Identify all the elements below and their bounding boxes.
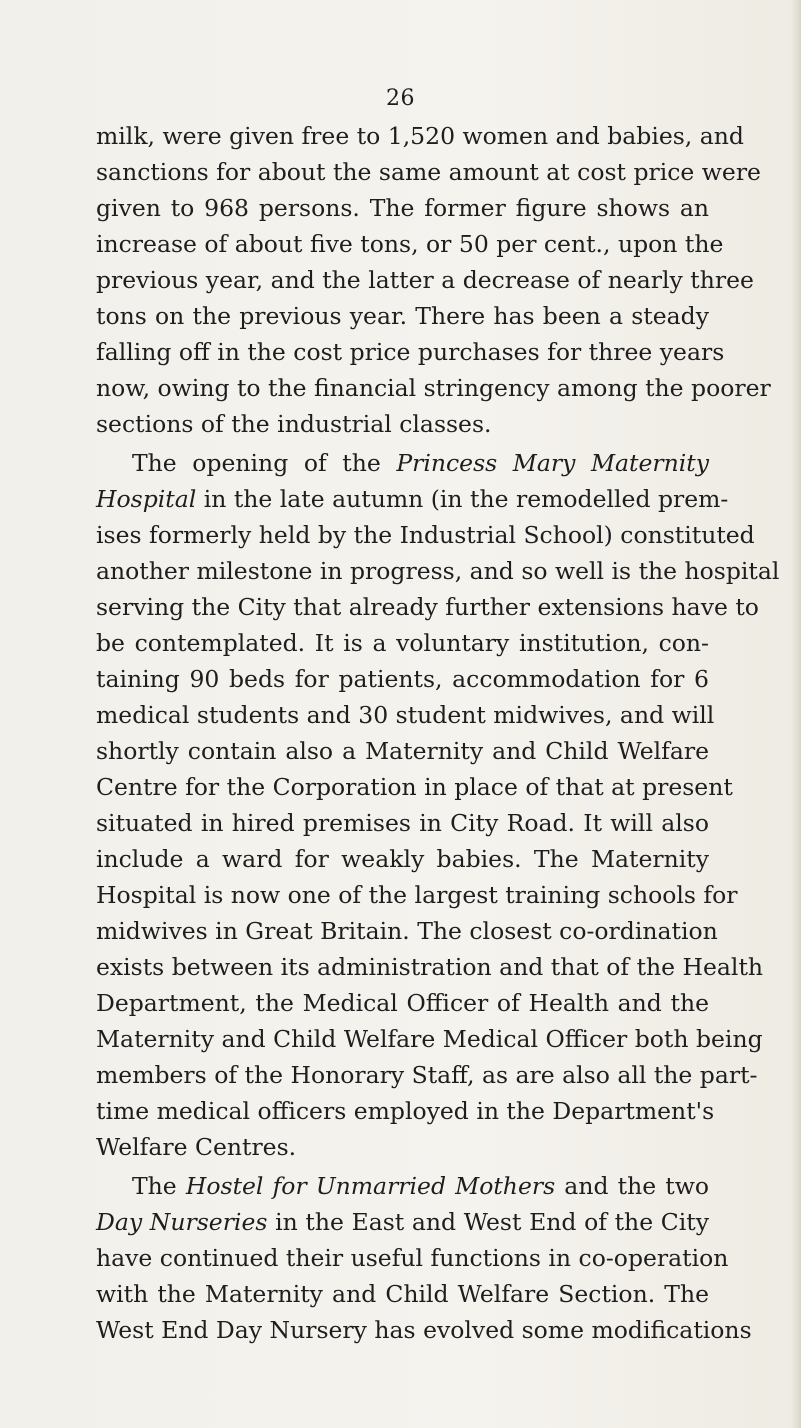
italic-hostel-name: Hostel for Unmarried Mothers (185, 1172, 556, 1200)
page-edge-shadow (791, 0, 801, 1428)
text-line: midwives in Great Britain. The closest co-ordination (96, 917, 718, 945)
text-line: taining 90 beds for patients, accommodation for 6 (96, 665, 709, 693)
text-line: medical students and 30 student midwives, and will (96, 701, 715, 729)
text-line: milk, were given free to 1,520 women and babies, and (96, 122, 744, 150)
text-line: Welfare Centres. (96, 1133, 297, 1161)
text-line: be contemplated. It is a voluntary institution, con- (96, 629, 709, 657)
text-line: sanctions for about the same amount at cost price were (96, 158, 761, 186)
text-line: sections of the industrial classes. (96, 410, 492, 438)
text-line: members of the Honorary Staff, as are also all the part- (96, 1061, 758, 1089)
italic-hospital-name: Princess Mary Maternity (396, 449, 709, 477)
text-line-italic-mixed: The opening of the Princess Mary Maternity (132, 449, 709, 477)
text-line: Department, the Medical Officer of Health and the (96, 989, 709, 1017)
text-line: include a ward for weakly babies. The Maternity (96, 845, 709, 873)
text-line: now, owing to the financial stringency among the poorer (96, 374, 771, 402)
text-line: exists between its administration and that of the Health (96, 953, 764, 981)
text-line: given to 968 persons. The former figure shows an (96, 194, 709, 222)
text-line: time medical officers employed in the Department's (96, 1097, 715, 1125)
text-line: another milestone in progress, and so well is the hospital (96, 557, 780, 585)
text-line: have continued their useful functions in co-operation (96, 1244, 729, 1272)
text-line: serving the City that already further extensions have to (96, 593, 759, 621)
text-line: ises formerly held by the Industrial School) constituted (96, 521, 755, 549)
text-line-italic-mixed: Hospital in the late autumn (in the remodelled prem- (96, 485, 729, 513)
text-line-italic-mixed: The Hostel for Unmarried Mothers and the two (132, 1172, 710, 1200)
italic-nurseries: Day Nurseries (96, 1208, 268, 1236)
text-line: previous year, and the latter a decrease of nearly three (96, 266, 754, 294)
text-line: with the Maternity and Child Welfare Section. The (96, 1280, 709, 1308)
text-line-italic-mixed: Day Nurseries in the East and West End of the City (96, 1208, 709, 1236)
text-line: Centre for the Corporation in place of that at present (96, 773, 733, 801)
text-line: West End Day Nursery has evolved some modifications (96, 1316, 752, 1344)
text-line: tons on the previous year. There has been a steady (96, 302, 709, 330)
text-line: Maternity and Child Welfare Medical Officer both being (96, 1025, 763, 1053)
text-line: increase of about five tons, or 50 per cent., upon the (96, 230, 724, 258)
page-number: 26 (386, 86, 415, 111)
text-line: situated in hired premises in City Road. It will also (96, 809, 709, 837)
text-line: falling off in the cost price purchases for three years (96, 338, 725, 366)
italic-hospital-word: Hospital (96, 485, 197, 513)
text-line: shortly contain also a Maternity and Child Welfare (96, 737, 709, 765)
text-line: Hospital is now one of the largest training schools for (96, 881, 738, 909)
